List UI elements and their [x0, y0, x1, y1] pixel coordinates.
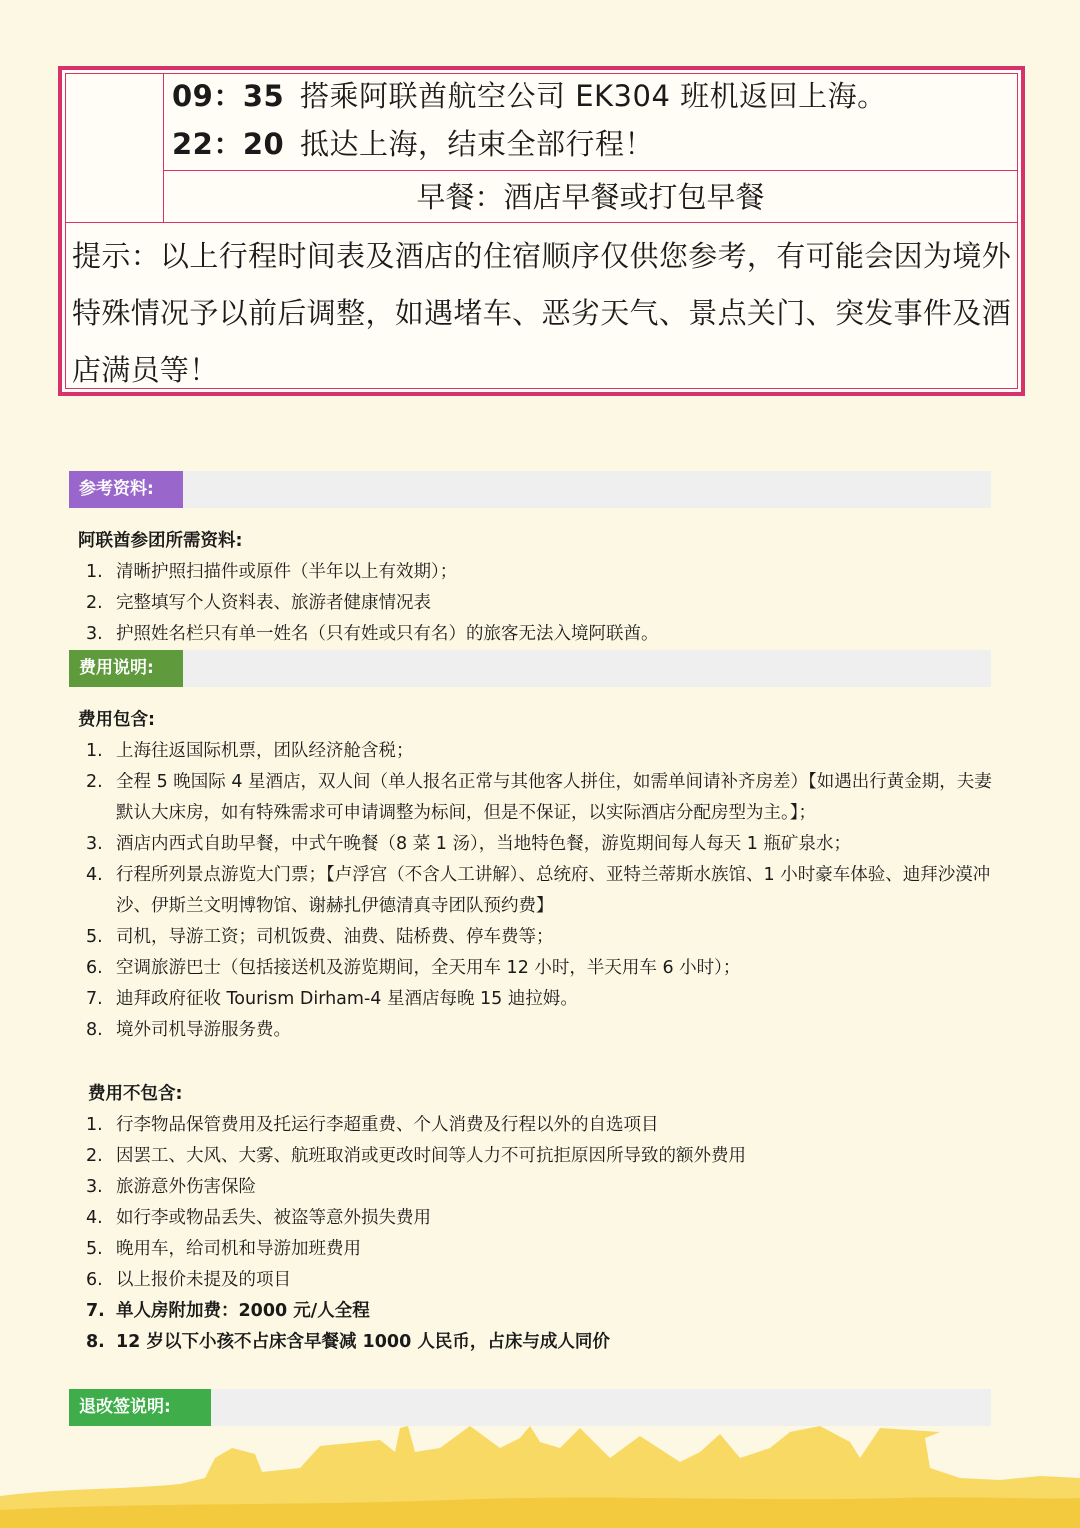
section-tag-fees: 费用说明: — [69, 650, 183, 687]
list-item — [86, 1141, 746, 1172]
item-number: 2. — [86, 593, 103, 613]
departure-time: 09：35 — [172, 79, 285, 113]
item-text: 完整填写个人资料表、旅游者健康情况表 — [116, 593, 431, 613]
list-item — [86, 1203, 746, 1234]
item-number: 3. — [86, 1177, 103, 1197]
item-number: 6. — [86, 958, 103, 978]
landmark-silhouette-footer — [0, 1418, 1080, 1528]
item-number: 1. — [86, 1115, 103, 1135]
list-item — [86, 588, 659, 619]
list-item — [86, 953, 996, 984]
itinerary-tip: 提示：以上行程时间表及酒店的住宿顺序仅供您参考，有可能会因为境外特殊情况予以前后调整，如遇堵车、恶劣天气、景点关门、突发事件及酒店满员等！ — [72, 239, 1011, 387]
item-number: 2. — [86, 1146, 103, 1166]
fees-excluded-title: 费用不包含: — [88, 1084, 183, 1104]
list-item — [86, 1110, 746, 1141]
item-text: 12 岁以下小孩不占床含早餐减 1000 人民币，占床与成人同价 — [116, 1332, 610, 1352]
reference-list — [86, 557, 659, 650]
item-number: 3. — [86, 624, 103, 644]
section-bar-reference — [69, 471, 991, 508]
item-text: 单人房附加费：2000 元/人全程 — [116, 1301, 370, 1321]
section-tag-reference: 参考资料: — [69, 471, 183, 508]
list-item — [86, 1327, 746, 1358]
item-text: 全程 5 晚国际 4 星酒店，双人间（单人报名正常与其他客人拼住，如需单间请补齐房差）【如遇出行黄金期，夫妻默认大床房，如有特殊需求可申请调整为标间，但是不保证，以实际酒店分配房型为主。】； — [116, 772, 992, 823]
list-item — [86, 767, 996, 829]
item-text: 旅游意外伤害保险 — [116, 1177, 256, 1197]
arrival-time: 22：20 — [172, 127, 285, 161]
item-text: 以上报价未提及的项目 — [116, 1270, 291, 1290]
item-number: 3. — [86, 834, 103, 854]
list-item — [86, 1172, 746, 1203]
itinerary-line-departure — [172, 76, 887, 116]
itinerary-table — [58, 66, 1025, 396]
reference-subtitle: 阿联酋参团所需资料: — [78, 531, 243, 551]
list-item — [86, 1015, 996, 1046]
itinerary-line-arrival — [172, 124, 654, 164]
item-text: 清晰护照扫描件或原件（半年以上有效期）； — [116, 562, 458, 582]
item-number: 2. — [86, 772, 103, 792]
itinerary-row-divider — [66, 222, 1017, 223]
list-item — [86, 829, 996, 860]
item-text: 行程所列景点游览大门票；【卢浮宫（不含人工讲解）、总统府、亚特兰蒂斯水族馆、1 小时豪车体验、迪拜沙漠冲沙、伊斯兰文明博物馆、谢赫扎伊德清真寺团队预约费】 — [116, 865, 991, 916]
fees-included-list — [86, 736, 996, 1046]
item-number: 8. — [86, 1332, 105, 1352]
item-text: 因罢工、大风、大雾、航班取消或更改时间等人力不可抗拒原因所导致的额外费用 — [116, 1146, 746, 1166]
itinerary-inner-border — [65, 73, 1018, 389]
itinerary-row-divider — [164, 170, 1017, 171]
item-text: 酒店内西式自助早餐，中式午晚餐（8 菜 1 汤），当地特色餐，游览期间每人每天 1 瓶矿泉水； — [116, 834, 851, 854]
item-text: 晚用车，给司机和导游加班费用 — [116, 1239, 361, 1259]
list-item — [86, 557, 659, 588]
itinerary-day-cell — [66, 74, 164, 223]
list-item — [86, 922, 996, 953]
section-tag-refund: 退改签说明: — [69, 1389, 211, 1426]
item-number: 5. — [86, 1239, 103, 1259]
item-number: 5. — [86, 927, 103, 947]
item-text: 空调旅游巴士（包括接送机及游览期间，全天用车 12 小时，半天用车 6 小时）； — [116, 958, 741, 978]
item-number: 7. — [86, 1301, 105, 1321]
list-item — [86, 984, 996, 1015]
list-item — [86, 619, 659, 650]
fees-included-title: 费用包含: — [78, 710, 155, 730]
item-number: 4. — [86, 865, 103, 885]
meal-info: 早餐：酒店早餐或打包早餐 — [416, 180, 765, 214]
list-item — [86, 860, 996, 922]
item-number: 7. — [86, 989, 103, 1009]
item-number: 4. — [86, 1208, 103, 1228]
item-number: 1. — [86, 562, 103, 582]
section-bar-fees — [69, 650, 991, 687]
item-number: 1. — [86, 741, 103, 761]
fees-excluded-list — [86, 1110, 746, 1358]
list-item — [86, 736, 996, 767]
departure-text: 搭乘阿联酋航空公司 EK304 班机返回上海。 — [300, 79, 887, 113]
list-item — [86, 1234, 746, 1265]
item-number: 8. — [86, 1020, 103, 1040]
arrival-text: 抵达上海，结束全部行程！ — [300, 127, 655, 161]
item-text: 上海往返国际机票，团队经济舱含税； — [116, 741, 414, 761]
item-number: 6. — [86, 1270, 103, 1290]
item-text: 迪拜政府征收 Tourism Dirham-4 星酒店每晚 15 迪拉姆。 — [116, 989, 578, 1009]
list-item — [86, 1296, 746, 1327]
item-text: 司机，导游工资；司机饭费、油费、陆桥费、停车费等； — [116, 927, 554, 947]
item-text: 护照姓名栏只有单一姓名（只有姓或只有名）的旅客无法入境阿联酋。 — [116, 624, 659, 644]
item-text: 行李物品保管费用及托运行李超重费、个人消费及行程以外的自选项目 — [116, 1115, 659, 1135]
item-text: 境外司机导游服务费。 — [116, 1020, 291, 1040]
list-item — [86, 1265, 746, 1296]
item-text: 如行李或物品丢失、被盗等意外损失费用 — [116, 1208, 431, 1228]
